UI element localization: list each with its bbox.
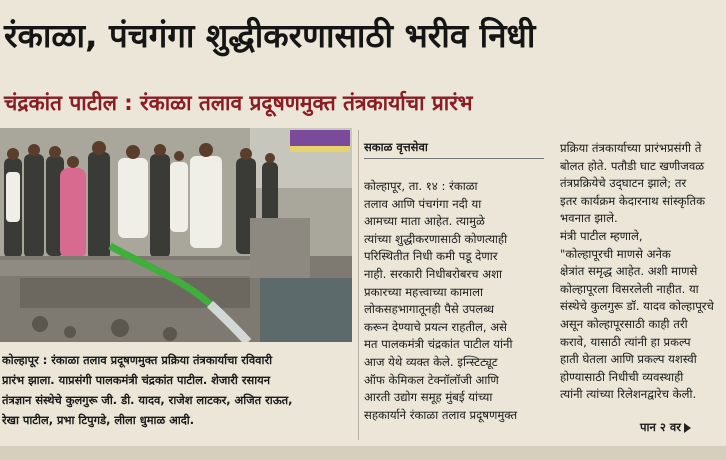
body-line: आमच्या माता आहेत. त्यामुळे bbox=[364, 214, 485, 229]
caption-line: कोल्हापूर : रंकाळा तलाव प्रदूषणमुक्त प्रक्रिया तंत्रकार्याचा रविवारी bbox=[2, 353, 273, 367]
body-line: लोकसहभागातूनही पैसे उपलब्ध bbox=[364, 302, 495, 317]
article-column-2 bbox=[560, 140, 722, 404]
news-photo bbox=[0, 128, 352, 342]
arrow-right-icon bbox=[684, 423, 691, 433]
continued-on-page bbox=[640, 420, 691, 435]
photo-caption bbox=[2, 350, 356, 430]
body-line: प्रक्रिया तंत्रकार्याच्या प्रारंभप्रसंगी ते bbox=[560, 141, 702, 155]
continued-label: पान २ वर bbox=[640, 420, 681, 434]
caption-line: तंत्रज्ञान संस्थेचे कुलगुरू जी. डी. यादव, राजेश लाटकर, अजित राऊत, bbox=[2, 393, 293, 407]
body-line: कोल्हापूरला विसरलेली नाहीत. या bbox=[560, 281, 699, 296]
body-line: करून देण्याचे प्रयत्न राहतील, असे bbox=[364, 319, 507, 334]
body-line: नाही. सरकारी निधीबरोबरच अशा bbox=[364, 266, 502, 281]
body-line: क्षेत्रांत समृद्ध आहेत. अशी माणसे bbox=[560, 264, 698, 279]
body-line: सहकार्याने रंकाळा तलाव प्रदूषणमुक्त bbox=[364, 407, 518, 422]
body-line: मंत्री पाटील म्हणाले, bbox=[560, 228, 643, 243]
body-line: परिस्थितीत निधी कमी पडू देणार bbox=[364, 249, 498, 264]
caption-line: प्रारंभ झाला. याप्रसंगी पालकमंत्री चंद्रकांत पाटील. शेजारी रसायन bbox=[2, 373, 271, 387]
body-line: बोलत होते. पतौडी घाट खणीजवळ bbox=[560, 158, 705, 173]
article-column-1 bbox=[364, 178, 544, 424]
subheadline: चंद्रकांत पाटील : रंकाळा तलाव प्रदूषणमुक्त तंत्रकार्याचा प्रारंभ bbox=[4, 91, 473, 115]
body-line: त्यांच्या शुद्धीकरणासाठी कोणत्याही bbox=[364, 231, 508, 246]
page-bottom-strip bbox=[0, 446, 726, 460]
byline: सकाळ वृत्तसेवा bbox=[364, 140, 544, 159]
body-line: "कोल्हापूरची माणसे अनेक bbox=[560, 246, 671, 261]
body-line: भवनात झाले. bbox=[560, 211, 618, 226]
body-line: कोल्हापूर, ता. १४ : रंकाळा bbox=[364, 179, 478, 193]
body-line: मत पालकमंत्री चंद्रकांत पाटील यांनी bbox=[364, 337, 513, 352]
body-line: होण्यासाठी निधीची व्यवस्थाही bbox=[560, 369, 684, 384]
headline: रंकाळा, पंचगंगा शुद्धीकरणासाठी भरीव निधी bbox=[4, 16, 536, 55]
column-divider bbox=[358, 130, 359, 440]
body-line: त्यांनी त्यांच्या रिलेशनद्वारेच केली. bbox=[560, 387, 697, 402]
body-line: तलाव आणि पंचगंगा नदी या bbox=[364, 196, 482, 211]
body-line: करावे, यासाठी त्यांनी हा प्रकल्प bbox=[560, 334, 691, 349]
body-line: ऑफ केमिकल टेक्नॉलॉजी आणि bbox=[364, 372, 499, 387]
body-line: संस्थेचे कुलगुरू डॉ. यादव कोल्हापूरचे bbox=[560, 299, 714, 314]
body-line: तंत्रप्रक्रियेचे उद्‍घाटन झाले; तर bbox=[560, 176, 687, 191]
body-line: प्रकारच्या महत्त्वाच्या कामाला bbox=[364, 284, 483, 299]
body-line: आरती उद्योग समूह मुंबई यांच्या bbox=[364, 390, 493, 405]
caption-line: रेखा पाटील, प्रभा टिपुगडे, लीला धुमाळ आदी. bbox=[2, 413, 195, 427]
body-line: इतर कार्यक्रम केदारनाथ सांस्कृतिक bbox=[560, 193, 705, 208]
body-line: हाती घेतला आणि प्रकल्प यशस्वी bbox=[560, 352, 697, 367]
body-line: असून कोल्हापूरसाठी काही तरी bbox=[560, 316, 688, 331]
body-line: आज येथे व्यक्त केले. इन्स्टिट्यूट bbox=[364, 354, 498, 369]
